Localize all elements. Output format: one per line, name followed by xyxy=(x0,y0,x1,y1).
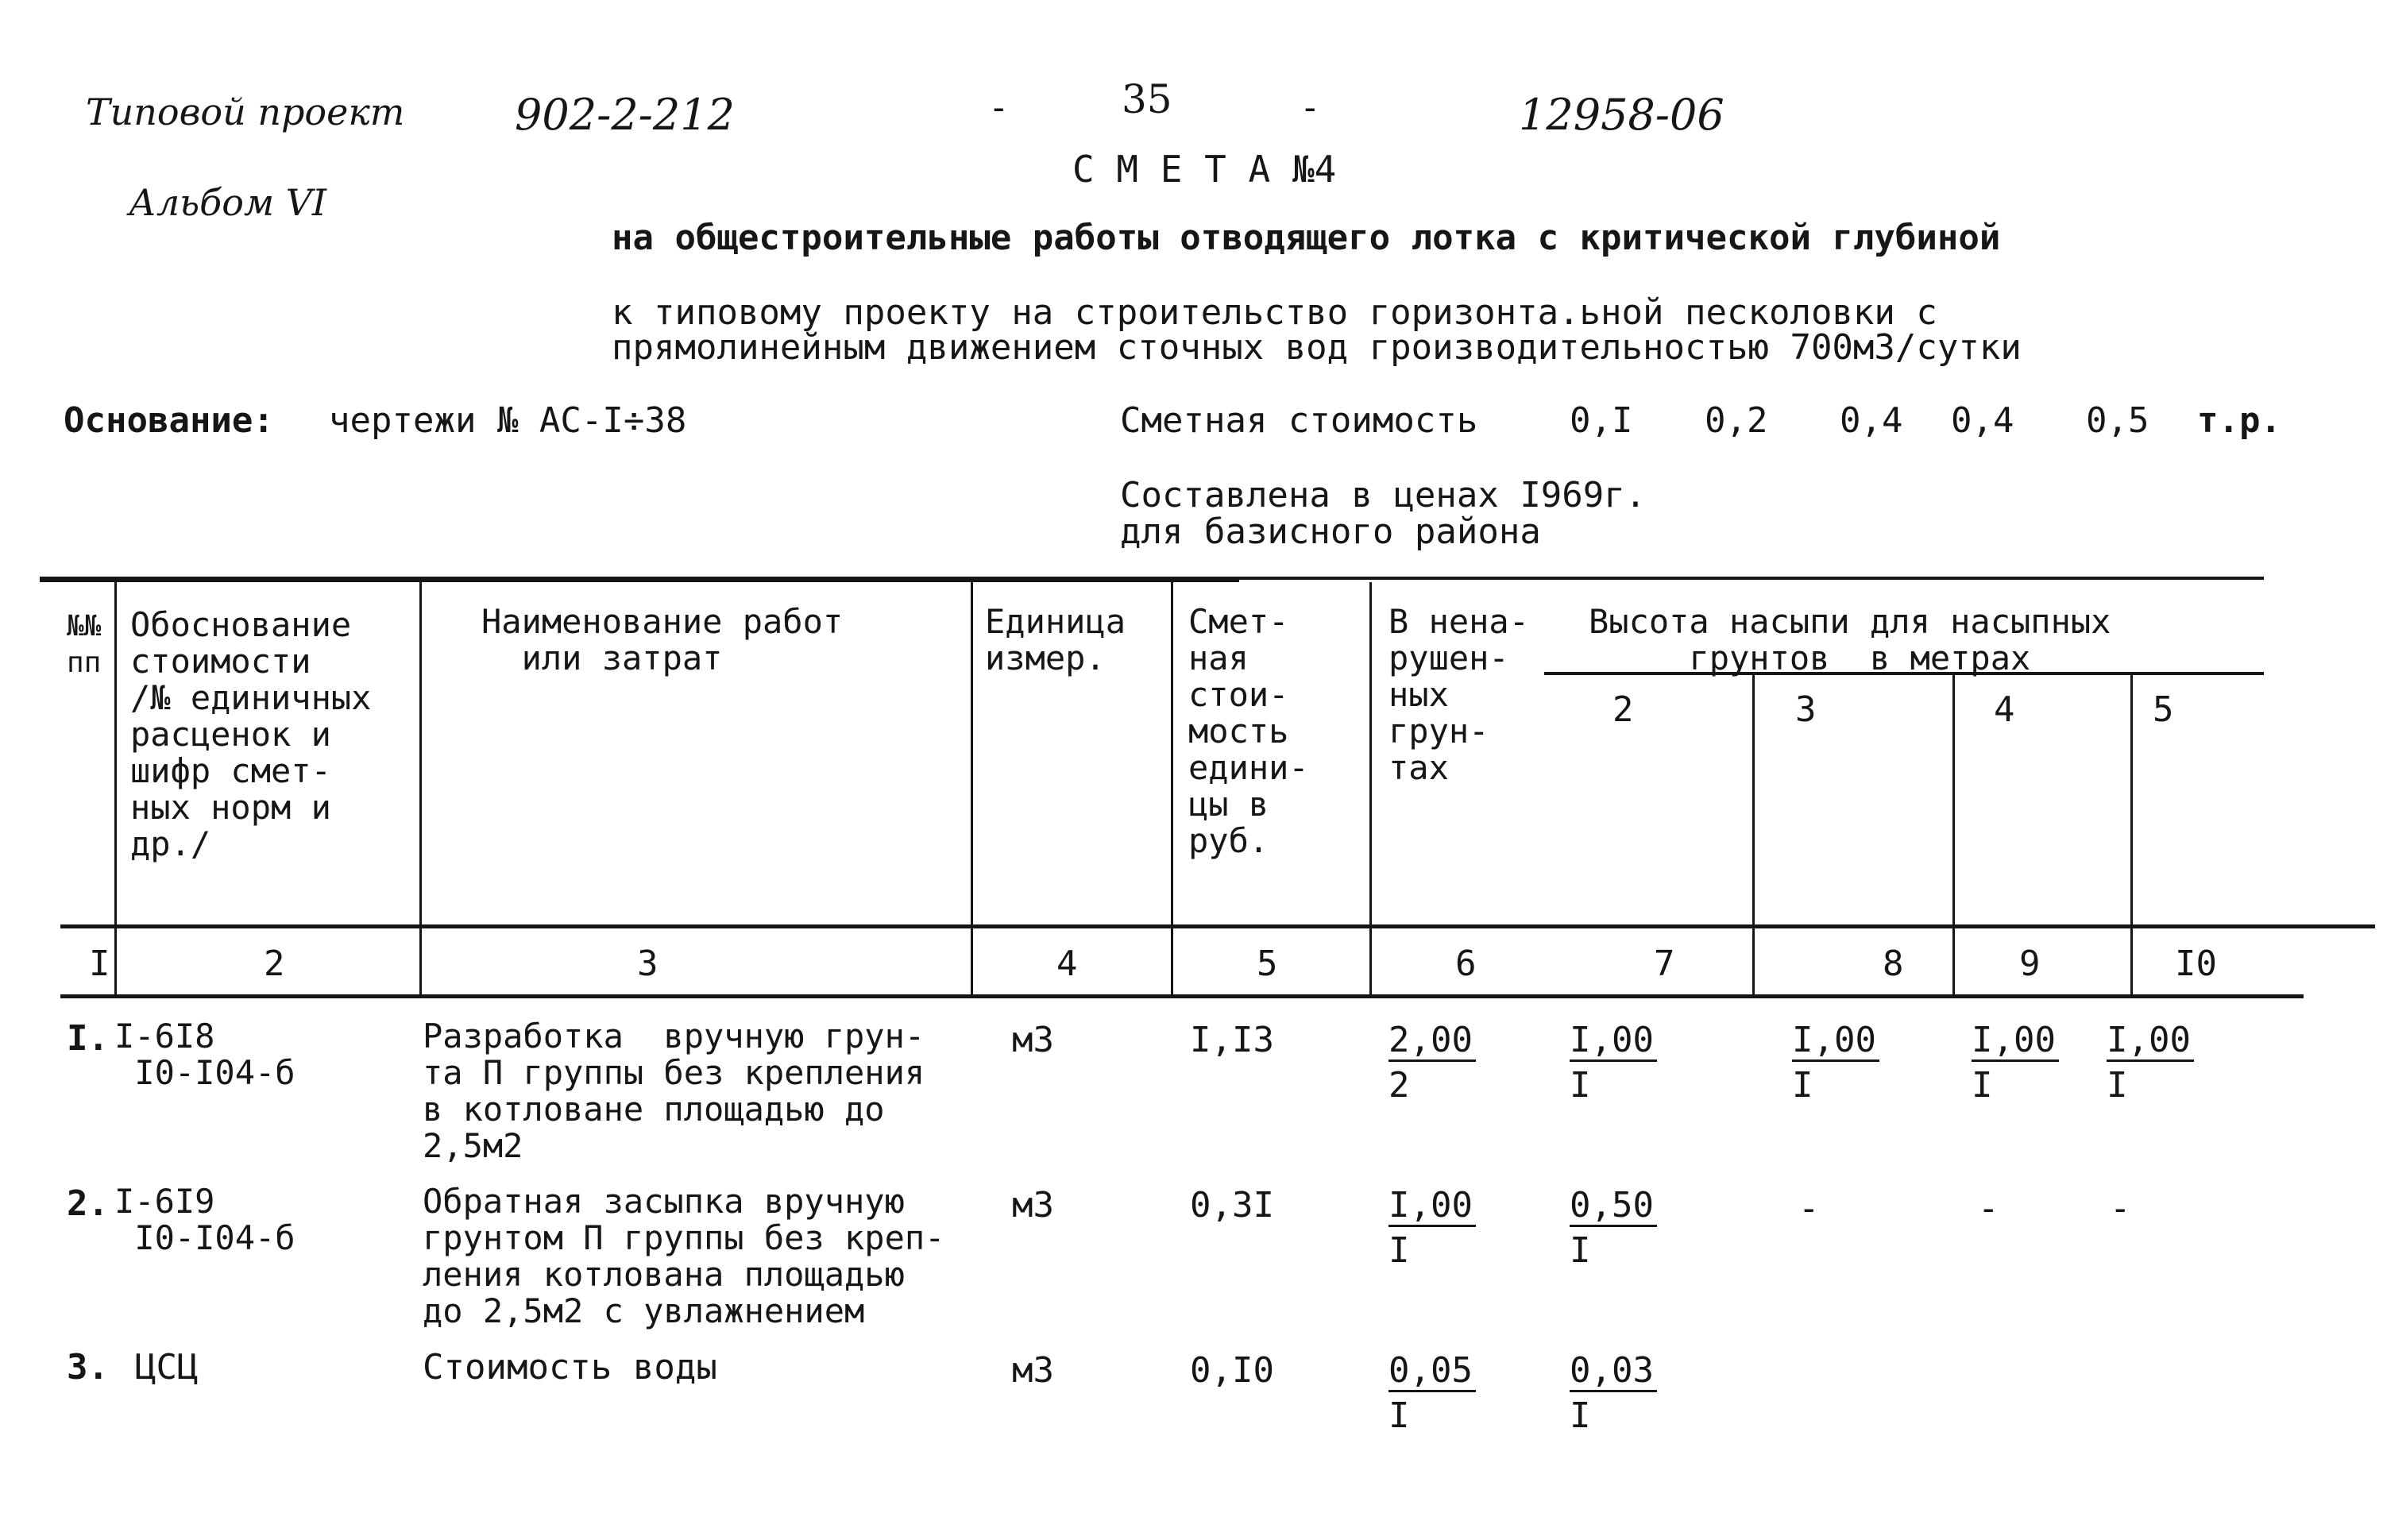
row-col6-fraction: $\frac{2,00}{2}$ xyxy=(1388,1023,1476,1103)
album-label: Альбом VI xyxy=(129,181,327,224)
colnum-8: 8 xyxy=(1883,944,1904,984)
col-divider-4 xyxy=(1171,582,1173,994)
col-divider-2 xyxy=(419,582,422,994)
row-number: 3. xyxy=(67,1347,109,1388)
colnum-7: 7 xyxy=(1654,944,1675,984)
header-num: №№ пп xyxy=(67,610,102,679)
colnum-2: 2 xyxy=(264,944,285,984)
header-basis: Обоснование стоимости /№ единичных расценок и шифр смет- ных норм и др./ xyxy=(130,605,372,863)
header-height-4: 4 xyxy=(1994,689,2015,730)
row-col7-fraction: $\frac{0,50}{I}$ xyxy=(1570,1188,1657,1268)
colnum-1: I xyxy=(89,944,110,984)
colnum-9: 9 xyxy=(2019,944,2041,984)
cost-unit: т.р. xyxy=(2197,400,2281,441)
cost-value-3: 0,4 xyxy=(1840,400,1903,441)
row-unit: м3 xyxy=(1012,1350,1054,1391)
header-height-5: 5 xyxy=(2153,689,2174,730)
colnum-3: 3 xyxy=(637,944,659,984)
colnum-5: 5 xyxy=(1257,944,1278,984)
row-col9-fraction: $\frac{I,00}{I}$ xyxy=(1972,1023,2059,1103)
row-unit-price: 0,3I xyxy=(1190,1185,1274,1225)
row-col9-dash: - xyxy=(1978,1188,1999,1229)
colnum-6: 6 xyxy=(1455,944,1477,984)
header-unit: Единица измер. xyxy=(985,602,1126,677)
colnum-10: I0 xyxy=(2175,944,2217,984)
col-divider-5 xyxy=(1369,582,1372,994)
row-col7-fraction: $\frac{0,03}{I}$ xyxy=(1570,1353,1657,1434)
header-height-3: 3 xyxy=(1795,689,1817,730)
row-code: I-6I9 I0-I04-б xyxy=(114,1182,295,1257)
row-unit: м3 xyxy=(1012,1185,1054,1225)
prices-line-1: Составлена в ценах I969г. xyxy=(1120,475,1647,515)
col-divider-8 xyxy=(1952,675,1955,994)
cost-value-4: 0,4 xyxy=(1951,400,2014,441)
title-line-1: на общестроительные работы отводящего лотка с критической глубиной xyxy=(612,218,2001,258)
row-col8-dash: - xyxy=(1798,1188,1820,1229)
header-height-2: 2 xyxy=(1612,689,1634,730)
row-col10-fraction: $\frac{I,00}{I}$ xyxy=(2107,1023,2194,1103)
cost-value-2: 0,2 xyxy=(1705,400,1768,441)
page-dash-right: - xyxy=(1300,87,1321,128)
cost-label: Сметная стоимость xyxy=(1120,400,1478,441)
table-top-rule-right xyxy=(1239,577,2264,580)
col-divider-7 xyxy=(1752,675,1755,994)
row-name: Разработка вручную грун- та П группы без крепления в котловане площадью до 2,5м2 xyxy=(423,1017,925,1165)
row-col8-fraction: $\frac{I,00}{I}$ xyxy=(1792,1023,1879,1103)
header-fill-height-group: Высота насыпи для насыпных грунтов в метрах xyxy=(1589,602,2111,677)
row-col10-dash: - xyxy=(2110,1188,2131,1229)
page-number: 35 xyxy=(1122,76,1172,122)
row-number: I. xyxy=(67,1018,109,1059)
header-name: Наименование работ или затрат xyxy=(481,602,844,677)
row-unit-price: I,I3 xyxy=(1190,1020,1274,1060)
project-type-label: Типовой проект xyxy=(86,91,405,133)
title-line-3: прямолинейным движением сточных вод гроизводительностью 700м3/сутки xyxy=(612,327,2022,368)
col-divider-3 xyxy=(971,582,973,994)
row-col6-fraction: $\frac{0,05}{I}$ xyxy=(1388,1353,1476,1434)
col-divider-1 xyxy=(114,582,117,994)
row-col7-fraction: $\frac{I,00}{I}$ xyxy=(1570,1023,1657,1103)
row-name: Обратная засыпка вручную грунтом П группы без креп- ления котлована площадью до 2,5м2 с увлажнением xyxy=(423,1182,945,1330)
cost-value-1: 0,I xyxy=(1570,400,1633,441)
project-code: 902-2-212 xyxy=(515,90,735,140)
cost-value-5: 0,5 xyxy=(2086,400,2149,441)
row-code: I-6I8 I0-I04-б xyxy=(114,1017,295,1092)
basis-label: Основание: xyxy=(64,400,274,441)
doc-number: 12958-06 xyxy=(1519,90,1724,140)
header-unit-price: Смет- ная стои- мость едини- цы в руб. xyxy=(1188,602,1309,860)
prices-line-2: для базисного района xyxy=(1120,511,1541,552)
col-divider-9 xyxy=(2130,675,2133,994)
basis-value: чертежи № АС-I÷38 xyxy=(329,400,687,441)
row-number: 2. xyxy=(67,1183,109,1224)
page-dash-left: - xyxy=(988,87,1010,128)
header-bottom-rule xyxy=(60,924,2375,928)
estimate-heading: С М Е Т А №4 xyxy=(1072,148,1337,191)
row-unit-price: 0,I0 xyxy=(1190,1350,1274,1391)
colnum-4: 4 xyxy=(1056,944,1078,984)
title-line-2: к типовому проекту на строительство горизонта.ьной песколовки с xyxy=(612,292,1937,333)
row-col6-fraction: $\frac{I,00}{I}$ xyxy=(1388,1188,1476,1268)
row-unit: м3 xyxy=(1012,1020,1054,1060)
row-code: ЦСЦ xyxy=(135,1347,199,1388)
column-number-rule xyxy=(60,994,2304,998)
header-undisturbed: В нена- рушен- ных грун- тах xyxy=(1388,602,1530,787)
row-name: Стоимость воды xyxy=(423,1347,717,1388)
table-top-rule-left xyxy=(40,577,1239,582)
